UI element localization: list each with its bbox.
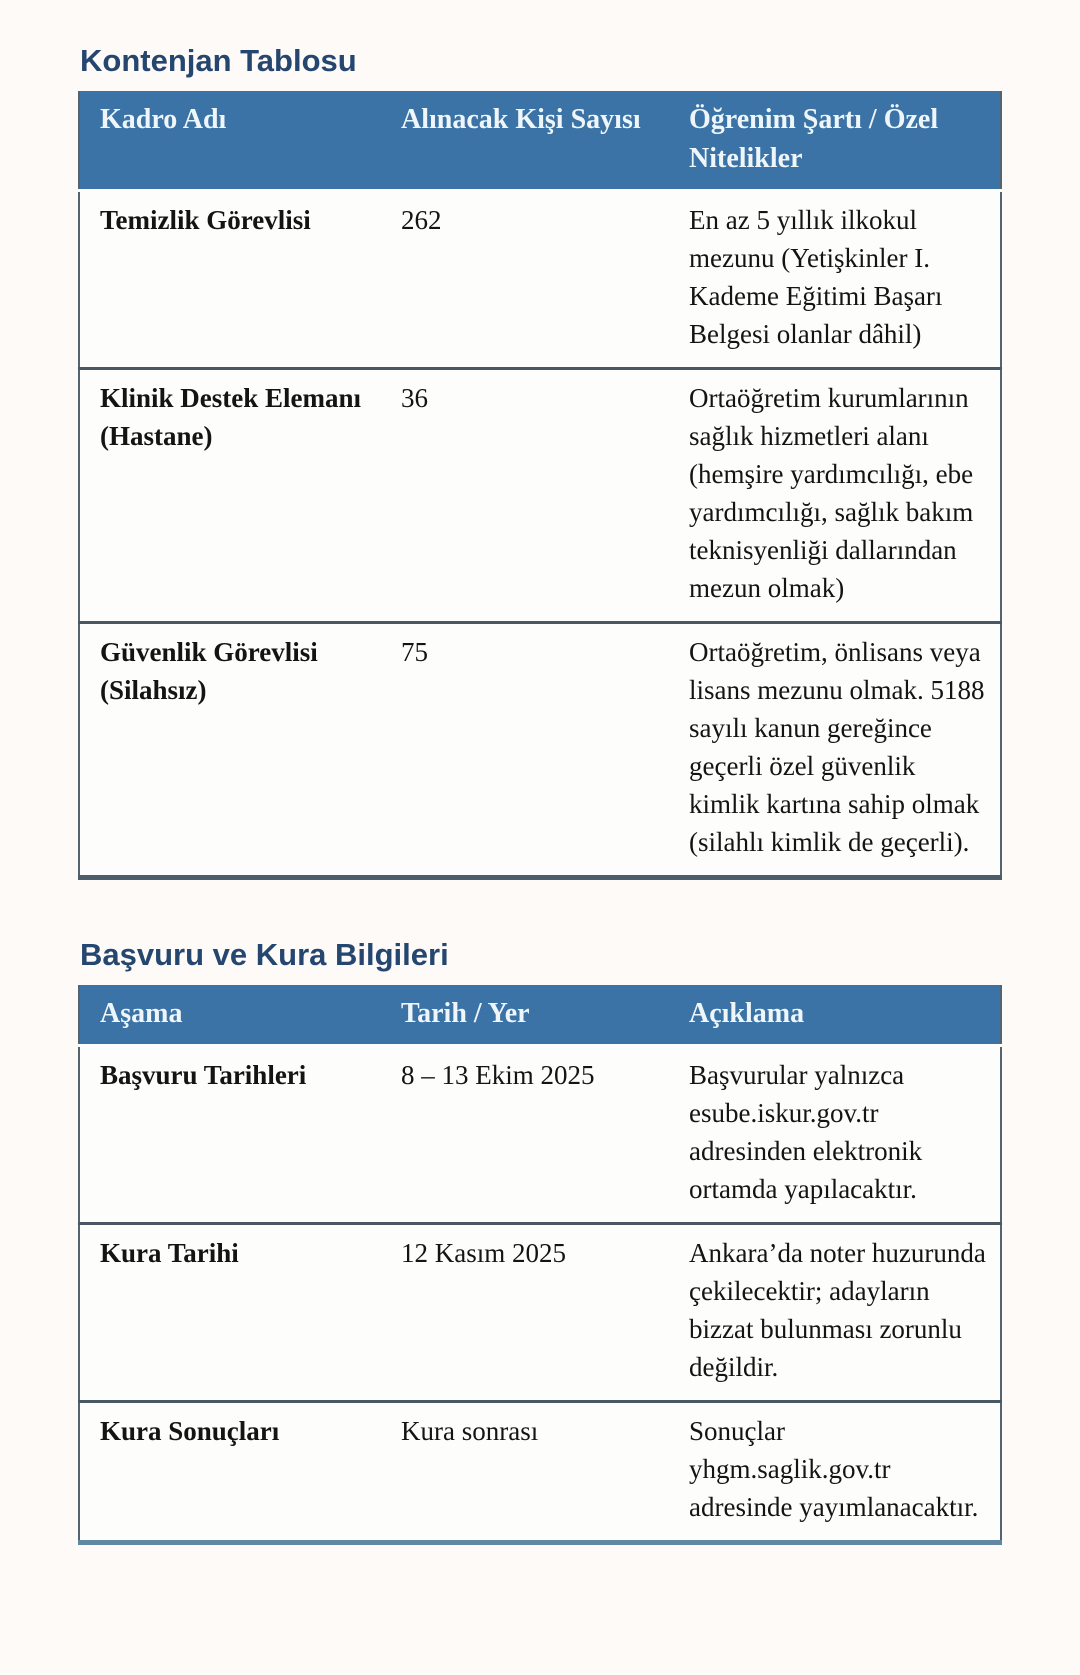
kadro-adi-cell: Klinik Destek Elemanı (Hastane) <box>79 369 387 623</box>
table-row <box>79 191 1001 369</box>
table-header-row <box>79 985 1001 1046</box>
table-row <box>79 1224 1001 1402</box>
column-header-aciklama: Açıklama <box>675 985 1001 1046</box>
table-row <box>79 1046 1001 1224</box>
column-header-ogrenim-sarti: Öğrenim Şartı / Özel Nitelikler <box>675 91 1001 191</box>
section-title-basvuru-kura: Başvuru ve Kura Bilgileri <box>80 937 449 972</box>
kisi-sayisi-cell: 75 <box>387 623 675 878</box>
asama-cell: Başvuru Tarihleri <box>100 1060 307 1090</box>
basvuru-kura-table <box>78 985 1002 1545</box>
nitelikler-cell: Ortaöğretim, önlisans veya lisans mezunu olmak. 5188 sayılı kanun gereğince geçerli özel güvenlik kimlik kartına sahip olmak (silahlı kimlik de geçerli). <box>675 623 1001 878</box>
aciklama-cell: Ankara’da noter huzurunda çekilecektir; adayların bizzat bulunması zorunlu değildir. <box>675 1224 1001 1402</box>
section-basvuru-kura <box>78 938 1000 1545</box>
kisi-sayisi-cell: 36 <box>387 369 675 623</box>
asama-cell: Kura Tarihi <box>79 1224 387 1402</box>
table-row <box>79 1402 1001 1543</box>
column-header-asama: Aşama <box>79 985 387 1046</box>
nitelikler-cell: En az 5 yıllık ilkokul mezunu (Yetişkinler I. Kademe Eğitimi Başarı Belgesi olanlar dâhil) <box>689 205 943 349</box>
kadro-adi-cell: Güvenlik Görevlisi (Silahsız) <box>79 623 387 878</box>
kisi-sayisi-cell: 262 <box>401 205 442 235</box>
table-row <box>79 623 1001 878</box>
tarih-yer-cell: 8 – 13 Ekim 2025 <box>401 1060 595 1090</box>
column-header-alinacak-kisi-sayisi: Alınacak Kişi Sayısı <box>387 91 675 191</box>
aciklama-cell: Sonuçlar yhgm.saglik.gov.tr adresinde yayımlanacaktır. <box>675 1402 1001 1543</box>
column-header-kadro-adi: Kadro Adı <box>79 91 387 191</box>
kontenjan-table <box>78 91 1002 880</box>
asama-cell: Kura Sonuçları <box>79 1402 387 1543</box>
table-row <box>79 369 1001 623</box>
nitelikler-cell: Ortaöğretim kurumlarının sağlık hizmetleri alanı (hemşire yardımcılığı, ebe yardımcılığı, sağlık bakım teknisyenliği dallarından mezun olmak) <box>675 369 1001 623</box>
kadro-adi-cell: Temizlik Görevlisi <box>100 205 311 235</box>
tarih-yer-cell: 12 Kasım 2025 <box>387 1224 675 1402</box>
column-header-tarih-yer: Tarih / Yer <box>387 985 675 1046</box>
table-header-row <box>79 91 1001 191</box>
section-title-kontenjan: Kontenjan Tablosu <box>80 43 357 78</box>
section-kontenjan <box>78 44 1000 880</box>
tarih-yer-cell: Kura sonrası <box>387 1402 675 1543</box>
aciklama-cell: Başvurular yalnızca esube.iskur.gov.tr adresinden elektronik ortamda yapılacaktır. <box>689 1060 923 1204</box>
